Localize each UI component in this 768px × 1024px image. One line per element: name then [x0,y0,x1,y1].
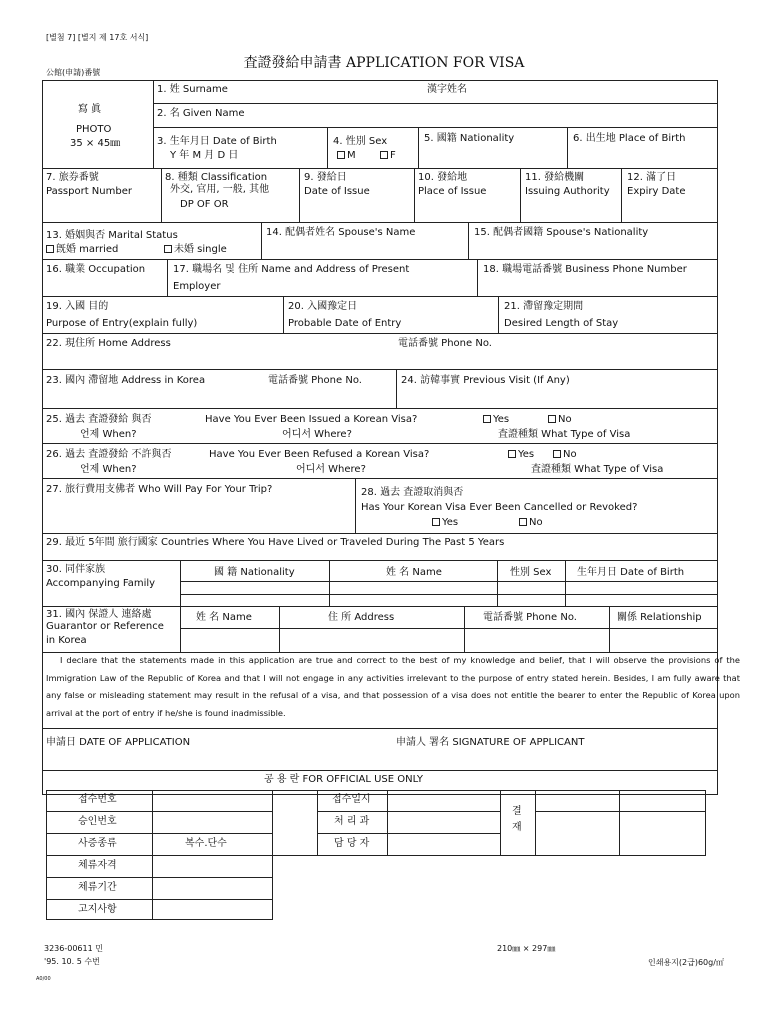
visa-cancelled-yes-checkbox[interactable] [432,518,440,526]
dob-format: Y 年 M 月 D 日 [170,150,239,161]
family-label: Accompanying Family [46,578,156,589]
length-of-stay-label-kr: 21. 滯留豫定期間 [504,301,584,312]
visa-refused-yes-option[interactable]: Yes [508,449,534,461]
guarantor-phone-header: 電話番號 Phone No. [483,612,577,623]
form-revision-date: '95. 10. 5 수번 [44,957,100,966]
receipt-datetime-label: 접수일시 [332,794,371,805]
photo-label-kr: 寫 眞 [78,104,102,115]
employer-label: 17. 職場名 및 住所 Name and Address of Present [173,264,410,275]
notice-label: 고지사항 [78,904,117,915]
visa-refused-label: Have You Ever Been Refused a Korean Visa? [209,449,430,460]
form-code: [별첨 7] [별지 제 17호 서식] [46,33,149,42]
visa-cancelled-no-checkbox[interactable] [519,518,527,526]
guarantor-relationship-header: 關係 Relationship [617,612,702,623]
visa-cancelled-no-option[interactable]: No [519,517,543,529]
classification-options-kr: 外交, 官用, 一般, 其他 [170,184,270,195]
guarantor-name-header: 姓 名 Name [196,612,252,623]
period-of-stay-label: 체류기간 [78,882,117,893]
tiny-footer-mark: A0/00 [36,976,51,982]
classification-label: 8. 種類 Classification [165,172,268,183]
signature-label: 申請人 署名 SIGNATURE OF APPLICANT [396,737,585,748]
visa-issued-no-checkbox[interactable] [548,415,556,423]
trip-payer-label: 27. 旅行費用支佛者 Who Will Pay For Your Trip? [46,484,273,495]
visa-refused-when-label: 언제 When? [80,464,137,475]
form-title: 査證發給申請書 APPLICATION FOR VISA [243,55,525,71]
form-number: 3236-00611 민 [44,944,103,953]
expiry-date-label-kr: 12. 滿了日 [627,172,677,183]
sex-m-option[interactable]: M [337,150,356,162]
nationality-label: 5. 國籍 Nationality [424,133,515,144]
photo-size: 35 × 45㎜ [70,138,121,149]
place-of-birth-label: 6. 出生地 Place of Birth [573,133,686,144]
processing-dept-label: 처 리 과 [334,816,370,827]
spouse-name-label: 14. 配偶者姓名 Spouse's Name [266,227,416,238]
visa-issued-label: Have You Ever Been Issued a Korean Visa? [205,414,418,425]
dob-label: 3. 生年月日 Date of Birth [157,136,277,147]
purpose-label: Purpose of Entry(explain fully) [46,318,198,329]
family-nationality-header: 國 籍 Nationality [214,567,295,578]
visa-refused-yes-checkbox[interactable] [508,450,516,458]
guarantor-label-kr: 31. 國內 保證人 連絡處 [46,609,152,620]
business-phone-label: 18. 職場電話番號 Business Phone Number [483,264,687,275]
sex-label: 4. 性別 Sex [333,136,388,147]
issuing-authority-label: Issuing Authority [525,186,610,197]
receipt-number-label: 접수번호 [78,794,117,805]
employer-label-cont: Employer [173,281,221,292]
sex-f-option[interactable]: F [380,150,396,162]
paper-weight: 인쇄용지(2급)60g/㎡ [648,958,724,967]
visa-refused-label-kr: 26. 過去 査證發給 不許與否 [46,449,172,460]
visa-issued-yes-option[interactable]: Yes [483,414,509,426]
visa-issued-yes-checkbox[interactable] [483,415,491,423]
married-option[interactable]: 旣婚 married [46,244,118,256]
spouse-nationality-label: 15. 配偶者國籍 Spouse's Nationality [474,227,649,238]
visa-type-value: 복수.단수 [185,838,227,849]
length-of-stay-label: Desired Length of Stay [504,318,619,329]
visa-type-label: 사증종류 [78,838,117,849]
officer-label: 담 당 자 [334,838,370,849]
surname-label: 1. 姓 Surname [157,84,228,95]
passport-number-label: Passport Number [46,186,132,197]
paper-size: 210㎜ × 297㎜ [497,944,556,953]
visa-issued-type-label: 査證種類 What Type of Visa [498,429,631,440]
visa-refused-type-label: 査證種類 What Type of Visa [531,464,664,475]
korea-address-label: 23. 國內 滯留地 Address in Korea [46,375,206,386]
application-date-label: 申請日 DATE OF APPLICATION [46,737,191,748]
single-option[interactable]: 未婚 single [164,244,227,256]
family-name-header: 姓 名 Name [386,567,442,578]
issuing-authority-label-kr: 11. 發給機關 [525,172,585,183]
guarantor-address-header: 住 所 Address [328,612,395,623]
home-address-label: 22. 現住所 Home Address [46,338,171,349]
korea-phone-label: 電話番號 Phone No. [268,375,362,386]
official-use-heading: 공 용 란 FOR OFFICIAL USE ONLY [264,774,423,785]
family-label-kr: 30. 同伴家族 [46,564,106,575]
photo-label: PHOTO [76,124,112,135]
visa-refused-where-label: 어디서 Where? [296,464,366,475]
guarantor-label-cont: in Korea [46,635,87,646]
previous-visit-label: 24. 訪韓事實 Previous Visit (If Any) [401,375,570,386]
status-of-stay-label: 체류자격 [78,860,117,871]
declaration-text: I declare that the statements made in this application are true and correct to the best of my knowledge and belief, that I will observe the provisions of the Immigration Law of the Republic of Korea and that I will not engage in any activities irrelevant to the purpose of entry stated herein. Besides, I am fully aware that any false or misleading statement may result in the refusal of a visa, and that possession of a visa does not entitle the bearer to enter the Republic of Korea upon arrival at the port of entry if he/she is found inadmissible. [46,655,740,718]
guarantor-label: Guarantor or Reference [46,621,164,632]
visa-cancelled-label-kr: 28. 過去 査證取消與否 [361,487,464,498]
visa-cancelled-yes-option[interactable]: Yes [432,517,458,529]
visa-issued-no-option[interactable]: No [548,414,572,426]
occupation-label: 16. 職業 Occupation [46,264,146,275]
passport-number-label-kr: 7. 旅券番號 [46,172,99,183]
given-name-label: 2. 名 Given Name [157,108,245,119]
consulate-number-label: 公館(申請)番號 [46,68,101,77]
place-of-issue-label: Place of Issue [418,186,487,197]
single-checkbox[interactable] [164,245,172,253]
chinese-name-label: 漢字姓名 [427,84,467,95]
countries-traveled-label: 29. 最近 5年間 旅行國家 Countries Where You Have Lived or Traveled During The Past 5 Years [46,537,505,548]
family-dob-header: 生年月日 Date of Birth [577,567,685,578]
visa-issued-label-kr: 25. 過去 査證發給 與否 [46,414,152,425]
marital-status-label: 13. 婚姻與否 Marital Status [46,230,178,241]
expiry-date-label: Expiry Date [627,186,686,197]
purpose-label-kr: 19. 入國 目的 [46,301,109,312]
classification-options: DP OF OR [180,199,229,210]
entry-date-label: Probable Date of Entry [288,318,402,329]
visa-cancelled-label: Has Your Korean Visa Ever Been Cancelled or Revoked? [361,502,638,513]
married-checkbox[interactable] [46,245,54,253]
date-of-issue-label-kr: 9. 發給日 [304,172,347,183]
place-of-issue-label-kr: 10. 發給地 [418,172,468,183]
visa-refused-no-checkbox[interactable] [553,450,561,458]
visa-issued-when-label: 언제 When? [80,429,137,440]
family-sex-header: 性別 Sex [510,567,552,578]
sex-f-checkbox[interactable] [380,151,388,159]
approval-number-label: 승인번호 [78,816,117,827]
entry-date-label-kr: 20. 入國豫定日 [288,301,358,312]
date-of-issue-label: Date of Issue [304,186,370,197]
sex-m-checkbox[interactable] [337,151,345,159]
home-phone-label: 電話番號 Phone No. [398,338,492,349]
visa-issued-where-label: 어디서 Where? [282,429,352,440]
approval-label: 결 재 [512,806,522,833]
visa-refused-no-option[interactable]: No [553,449,577,461]
